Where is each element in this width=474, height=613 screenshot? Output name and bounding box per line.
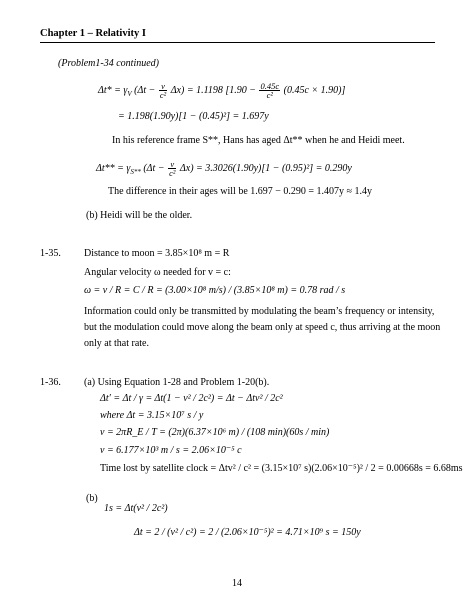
problem-number-1-35: 1-35. — [40, 248, 61, 259]
moon-distance: Distance to moon = 3.85×10⁸ m = R — [84, 248, 230, 259]
eq3-a: (Δt − — [143, 162, 165, 174]
equation-1 — [98, 82, 345, 99]
page-number: 14 — [232, 578, 242, 589]
velocity-equation: v = 2πR_E / T = (2π)(6.37×10⁶ m) / (108 min)(60s / min) — [100, 427, 330, 438]
one-second-equation: 1s = Δt(v² / 2c²) — [104, 503, 168, 514]
time-lost-equation: Time lost by satellite clock = Δtv² / c² = (3.15×10⁷ s)(2.06×10⁻⁵)² / 2 = 0.00668s = 6.68ms — [100, 463, 463, 474]
eq3-sub: S** — [130, 167, 141, 176]
eq3-frac-den: c² — [169, 168, 176, 178]
eq1-d: (0.45c × 1.90)] — [283, 84, 346, 96]
angular-velocity-label: Angular velocity ω needed for v = c: — [84, 267, 231, 278]
part-a-intro: (a) Using Equation 1-28 and Problem 1-20(b). — [84, 377, 270, 388]
eq1-fraction — [159, 82, 167, 99]
age-difference: The difference in their ages will be 1.697 − 0.290 = 1.407y ≈ 1.4y — [108, 186, 373, 197]
velocity-value: v = 6.177×10³ m / s = 2.06×10⁻⁵ c — [100, 445, 242, 456]
info-text-1: Information could only be transmitted by modulating the beam’s frequency or intensity, — [84, 306, 435, 317]
eq1-frac2-den: c² — [266, 90, 273, 100]
eq3-frac-num: v — [168, 160, 176, 169]
hans-frame-text: In his reference frame S**, Hans has aged Δt** when he and Heidi meet. — [112, 135, 405, 146]
eq1-frac2-num: 0.45c — [260, 81, 280, 91]
equation-3 — [96, 160, 352, 177]
eq3-fraction — [168, 160, 176, 177]
eq1-a: (Δt − — [134, 84, 156, 96]
time-dilation-equation: Δt′ = Δt / γ = Δt(1 − v² / 2c²) = Δt − Δtv² / 2c² — [100, 393, 283, 404]
delta-t-result: Δt = 2 / (v² / c²) = 2 / (2.06×10⁻⁵)² = 4.71×10⁹ s = 150y — [134, 527, 361, 538]
eq1-fraction-2 — [259, 82, 280, 99]
info-text-2: but the modulation could move along the beam only at speed c, thus arriving at the moon — [84, 322, 441, 333]
eq1-b: Δx) = 1.1198 — [170, 84, 223, 96]
angular-velocity-equation: ω = v / R = C / R = (3.00×10⁸ m/s) / (3.85×10⁸ m) = 0.78 rad / s — [84, 285, 346, 296]
eq1-c: [1.90 − — [225, 84, 256, 96]
delta-t-definition: where Δt = 3.15×10⁷ s / y — [100, 410, 204, 421]
continued-note: (Problem1-34 continued) — [58, 58, 159, 69]
equation-2: = 1.198(1.90y)[1 − (0.45)²] = 1.697y — [118, 111, 269, 122]
info-text-3: only at that rate. — [84, 338, 149, 349]
eq3-b: Δx) = 3.3026(1.90y)[1 − (0.95)²] = 0.290y — [179, 162, 352, 174]
chapter-header: Chapter 1 – Relativity I — [40, 28, 435, 43]
eq1-lhs: Δt* = γ — [98, 84, 128, 96]
part-b-label: (b) — [86, 493, 98, 504]
part-b-heidi: (b) Heidi will be the older. — [86, 210, 193, 221]
eq1-frac-den: c² — [159, 90, 167, 100]
eq1-frac-num: v — [159, 82, 167, 91]
eq1-sub: V — [127, 89, 132, 98]
eq3-lhs: Δt** = γ — [96, 162, 131, 174]
problem-number-1-36: 1-36. — [40, 377, 61, 388]
